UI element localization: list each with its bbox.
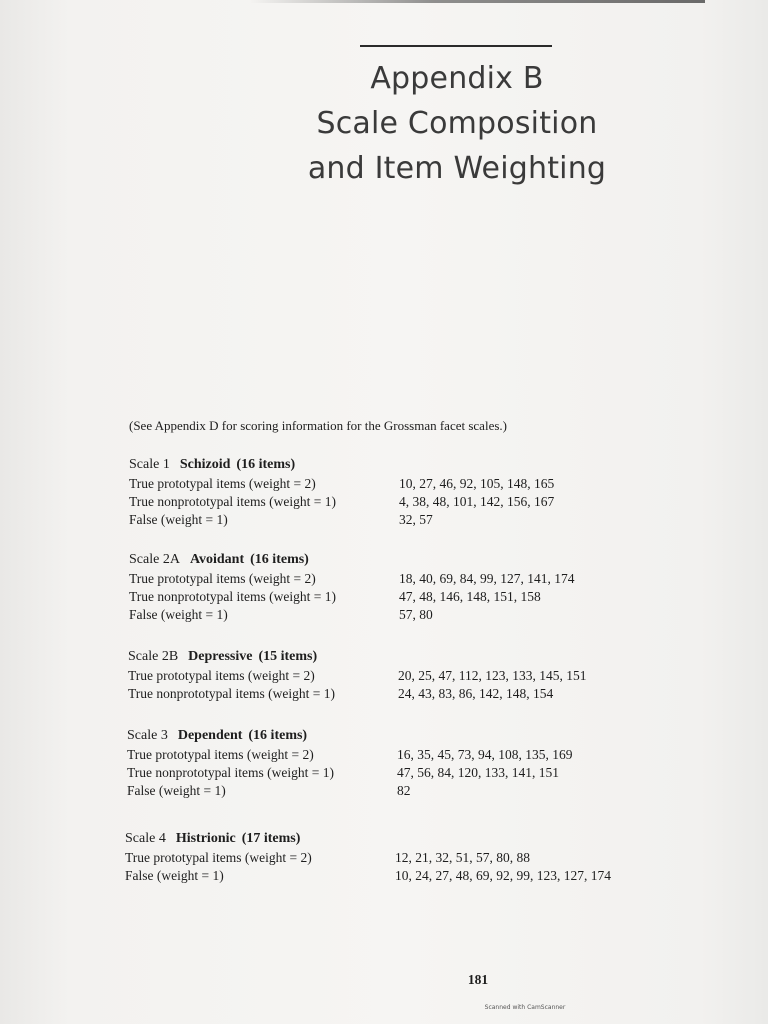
row-label: True prototypal items (weight = 2) [129, 571, 316, 586]
scale-row [127, 782, 687, 800]
scale-number: Scale 2A [129, 552, 180, 567]
row-label: True prototypal items (weight = 2) [128, 668, 315, 683]
row-items: 10, 24, 27, 48, 69, 92, 99, 123, 127, 174 [395, 868, 611, 883]
page-top-edge [250, 0, 705, 3]
scale-row [129, 475, 689, 493]
scale-row [128, 667, 688, 685]
appendix-title [250, 56, 664, 191]
row-items: 47, 56, 84, 120, 133, 141, 151 [397, 765, 559, 780]
scale-item-count: (17 items) [241, 831, 301, 846]
row-items: 20, 25, 47, 112, 123, 133, 145, 151 [398, 668, 587, 683]
row-label: False (weight = 1) [127, 783, 226, 798]
scale-item-count: (16 items) [250, 552, 309, 567]
row-items: 10, 27, 46, 92, 105, 148, 165 [399, 476, 555, 491]
scale-heading [125, 829, 685, 849]
scale-name: Avoidant [189, 552, 245, 567]
row-items: 57, 80 [399, 607, 433, 622]
scale-row [129, 511, 689, 529]
scoring-note: (See Appendix D for scoring information for the Grossman facet scales.) [129, 418, 507, 433]
scale-name: Dependent [177, 728, 243, 743]
scale-name: Histrionic [175, 831, 236, 846]
scale-number: Scale 4 [125, 831, 166, 846]
row-items: 32, 57 [399, 512, 433, 527]
scale-row [129, 606, 689, 624]
row-label: True nonprototypal items (weight = 1) [129, 494, 336, 509]
scale-row [129, 493, 689, 511]
scale-item-count: (16 items) [248, 728, 308, 743]
scale-item-count: (15 items) [258, 649, 318, 664]
row-label: True nonprototypal items (weight = 1) [129, 589, 336, 604]
row-label: False (weight = 1) [125, 868, 224, 883]
scale-heading [129, 455, 689, 475]
scale-item-count: (16 items) [236, 457, 296, 472]
scale-row [127, 746, 687, 764]
row-label: True prototypal items (weight = 2) [129, 476, 316, 491]
row-label: True nonprototypal items (weight = 1) [128, 686, 335, 701]
row-items: 24, 43, 83, 86, 142, 148, 154 [398, 686, 554, 701]
title-line-2: Scale Composition [316, 106, 598, 141]
scale-number: Scale 2B [128, 649, 179, 664]
scale-number: Scale 1 [129, 457, 170, 472]
title-line-1: Appendix B [370, 61, 544, 96]
scale-block-2b [128, 647, 688, 703]
scale-heading [128, 647, 688, 667]
row-label: False (weight = 1) [129, 607, 228, 622]
row-label: False (weight = 1) [129, 512, 228, 527]
title-line-3: and Item Weighting [307, 151, 607, 186]
scale-heading [127, 726, 687, 746]
scale-block-1 [129, 455, 689, 529]
row-label: True prototypal items (weight = 2) [125, 850, 312, 865]
scale-row [125, 867, 685, 885]
row-label: True prototypal items (weight = 2) [127, 747, 314, 762]
title-rule [360, 45, 552, 47]
scale-row [128, 685, 688, 703]
scale-block-3 [127, 726, 687, 800]
row-items: 18, 40, 69, 84, 99, 127, 141, 174 [399, 571, 575, 586]
row-items: 16, 35, 45, 73, 94, 108, 135, 169 [397, 747, 573, 762]
scale-block-4 [125, 829, 685, 885]
page-number: 181 [467, 972, 489, 987]
scale-name: Schizoid [179, 457, 231, 472]
scale-number: Scale 3 [127, 728, 168, 743]
scale-row [129, 570, 689, 588]
scale-row [129, 588, 689, 606]
scale-block-2a [129, 550, 689, 624]
row-label: True nonprototypal items (weight = 1) [127, 765, 334, 780]
row-items: 82 [397, 783, 411, 798]
scale-row [125, 849, 685, 867]
scale-heading [129, 550, 689, 570]
scale-row [127, 764, 687, 782]
row-items: 12, 21, 32, 51, 57, 80, 88 [395, 850, 530, 865]
row-items: 47, 48, 146, 148, 151, 158 [399, 589, 541, 604]
row-items: 4, 38, 48, 101, 142, 156, 167 [399, 494, 555, 509]
scanner-watermark: Scanned with CamScanner [484, 1004, 566, 1011]
scale-name: Depressive [188, 649, 253, 664]
